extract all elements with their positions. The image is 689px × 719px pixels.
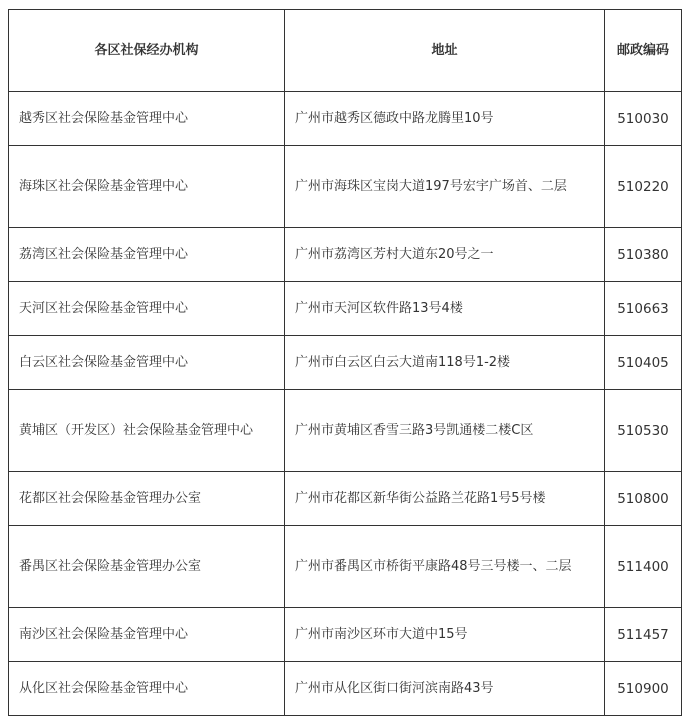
header-office: 各区社保经办机构 xyxy=(9,10,285,92)
table-row xyxy=(9,282,682,336)
address-cell: 广州市天河区软件路13号4楼 xyxy=(285,282,605,336)
office-cell: 越秀区社会保险基金管理中心 xyxy=(9,92,285,146)
table-row xyxy=(9,662,682,716)
address-cell: 广州市越秀区德政中路龙腾里10号 xyxy=(285,92,605,146)
address-cell: 广州市番禺区市桥街平康路48号三号楼一、二层 xyxy=(285,526,605,608)
office-cell: 从化区社会保险基金管理中心 xyxy=(9,662,285,716)
postal-code-cell: 510900 xyxy=(605,662,682,716)
table-row xyxy=(9,608,682,662)
office-cell: 天河区社会保险基金管理中心 xyxy=(9,282,285,336)
postal-code-cell: 511400 xyxy=(605,526,682,608)
table-row xyxy=(9,146,682,228)
postal-code-cell: 510220 xyxy=(605,146,682,228)
address-cell: 广州市花都区新华街公益路兰花路1号5号楼 xyxy=(285,472,605,526)
address-cell: 广州市白云区白云大道南118号1-2楼 xyxy=(285,336,605,390)
postal-code-cell: 510663 xyxy=(605,282,682,336)
address-cell: 广州市海珠区宝岗大道197号宏宇广场首、二层 xyxy=(285,146,605,228)
office-cell: 南沙区社会保险基金管理中心 xyxy=(9,608,285,662)
office-cell: 海珠区社会保险基金管理中心 xyxy=(9,146,285,228)
address-cell: 广州市黄埔区香雪三路3号凯通楼二楼C区 xyxy=(285,390,605,472)
office-cell: 白云区社会保险基金管理中心 xyxy=(9,336,285,390)
table-row xyxy=(9,336,682,390)
postal-code-cell: 510380 xyxy=(605,228,682,282)
address-cell: 广州市从化区街口街河滨南路43号 xyxy=(285,662,605,716)
office-cell: 花都区社会保险基金管理办公室 xyxy=(9,472,285,526)
address-cell: 广州市荔湾区芳村大道东20号之一 xyxy=(285,228,605,282)
table-row xyxy=(9,92,682,146)
table-row xyxy=(9,228,682,282)
office-cell: 黄埔区（开发区）社会保险基金管理中心 xyxy=(9,390,285,472)
table-row xyxy=(9,390,682,472)
office-cell: 荔湾区社会保险基金管理中心 xyxy=(9,228,285,282)
header-address: 地址 xyxy=(285,10,605,92)
postal-code-cell: 510030 xyxy=(605,92,682,146)
postal-code-cell: 510800 xyxy=(605,472,682,526)
table-row xyxy=(9,472,682,526)
office-cell: 番禺区社会保险基金管理办公室 xyxy=(9,526,285,608)
table-header-row xyxy=(9,10,682,92)
header-postal-code: 邮政编码 xyxy=(605,10,682,92)
table-row xyxy=(9,526,682,608)
postal-code-cell: 510405 xyxy=(605,336,682,390)
postal-code-cell: 510530 xyxy=(605,390,682,472)
address-cell: 广州市南沙区环市大道中15号 xyxy=(285,608,605,662)
postal-code-cell: 511457 xyxy=(605,608,682,662)
social-insurance-offices-table xyxy=(8,9,682,716)
